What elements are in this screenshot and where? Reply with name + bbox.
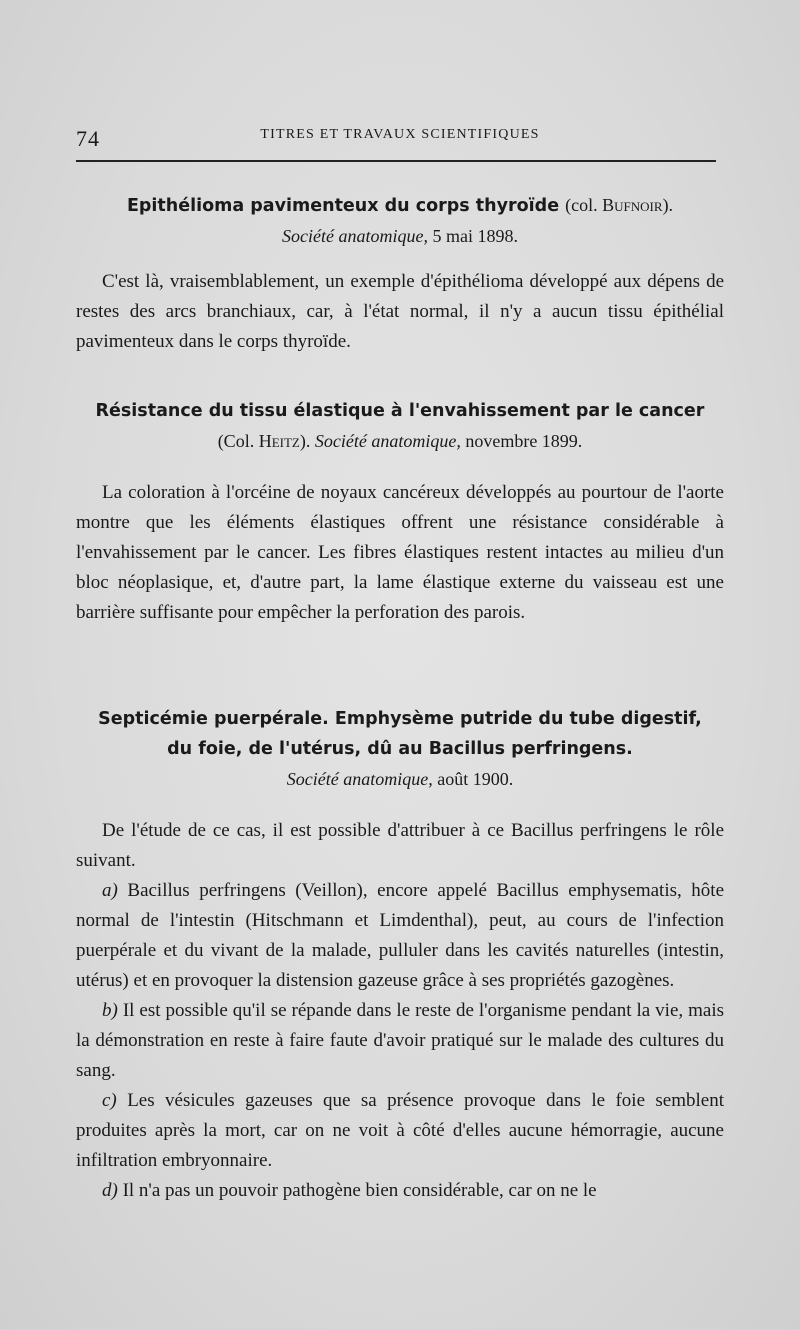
section-title-line-1: Septicémie puerpérale. Emphysème putride du tube digestif,	[98, 709, 702, 729]
item-text: Il est possible qu'il se répande dans le reste de l'organisme pendant la vie, mais la démonstration en reste à faire faute d'avoir pratiqué sur le malade des cultures du sang.	[76, 1000, 724, 1081]
section-title-line-2: du foie, de l'utérus, dû au Bacillus perfringens.	[167, 739, 633, 759]
source-date: 5 mai 1898.	[432, 226, 518, 246]
collab-name: Bufnoir	[602, 195, 663, 215]
source-journal: Société anatomique,	[286, 769, 433, 789]
section-title-text: Epithélioma pavimenteux du corps thyroïde	[126, 196, 560, 216]
section-epithelioma	[76, 190, 724, 357]
item-letter: c)	[102, 1090, 117, 1111]
list-item	[76, 996, 724, 1086]
page-number: 74	[76, 126, 100, 151]
item-letter: d)	[102, 1180, 118, 1201]
source-journal: Société anatomique,	[314, 431, 461, 451]
item-letter: b)	[102, 1000, 118, 1021]
source-date: novembre 1899.	[465, 431, 583, 451]
section-intro: De l'étude de ce cas, il est possible d'attribuer à ce Bacillus perfringens le rôle suivant.	[76, 820, 724, 871]
collab-suffix: ).	[662, 195, 674, 215]
list-item	[76, 1176, 724, 1206]
list-item	[76, 1086, 724, 1176]
section-paragraph: La coloration à l'orcéine de noyaux cancéreux développés au pourtour de l'aorte montre que les éléments élastiques offrent une résistance considérable à l'envahissement par le cancer. Les fibres élastiques restent intactes au milieu d'un bloc néoplasique, et, d'autre part, la lame élastique externe du vaisseau est une barrière suffisante pour empêcher la perforation des parois.	[76, 482, 724, 623]
section-paragraph: C'est là, vraisemblablement, un exemple d'épithélioma développé aux dépens de restes des arcs branchiaux, car, à l'état normal, il n'y a aucun tissu épithélial pavimenteux dans le corps thyroïde.	[76, 271, 724, 352]
collaborator	[218, 431, 311, 451]
source-date: août 1900.	[437, 769, 514, 789]
collab-prefix: (Col.	[217, 431, 255, 451]
source-citation	[76, 221, 724, 251]
collab-name: Heitz	[258, 431, 300, 451]
source-citation	[76, 426, 724, 456]
section-title: Résistance du tissu élastique à l'envahissement par le cancer	[95, 401, 705, 421]
header-rule	[76, 160, 716, 162]
item-text: Bacillus perfringens (Veillon), encore appelé Bacillus emphysematis, hôte normal de l'intestin (Hitschmann et Limdenthal), peut, au cours de l'infection puerpérale et du vivant de la malade, pulluler dans les cavités naturelles (intestin, utérus) et en provoquer la distension gazeuse grâce à ses propriétés gazogènes.	[76, 880, 725, 991]
item-letter: a)	[102, 880, 118, 901]
collab-suffix: ).	[299, 431, 311, 451]
item-text: Il n'a pas un pouvoir pathogène bien considérable, car on ne le	[122, 1180, 597, 1201]
list-item	[76, 876, 724, 996]
section-septicemie	[76, 704, 724, 1206]
source-journal: Société anatomique,	[282, 226, 428, 246]
section-title	[76, 190, 724, 221]
collab-prefix: (col.	[565, 195, 598, 215]
section-resistance	[76, 396, 724, 628]
running-title: TITRES ET TRAVAUX SCIENTIFIQUES	[260, 127, 540, 142]
item-text: Les vésicules gazeuses que sa présence provoque dans le foie semblent produites après la mort, car on ne voit à côté d'elles aucune hémorragie, aucune infiltration embryonnaire.	[76, 1090, 725, 1171]
source-citation	[76, 764, 724, 794]
collaborator	[565, 195, 673, 215]
page-header	[76, 120, 724, 150]
